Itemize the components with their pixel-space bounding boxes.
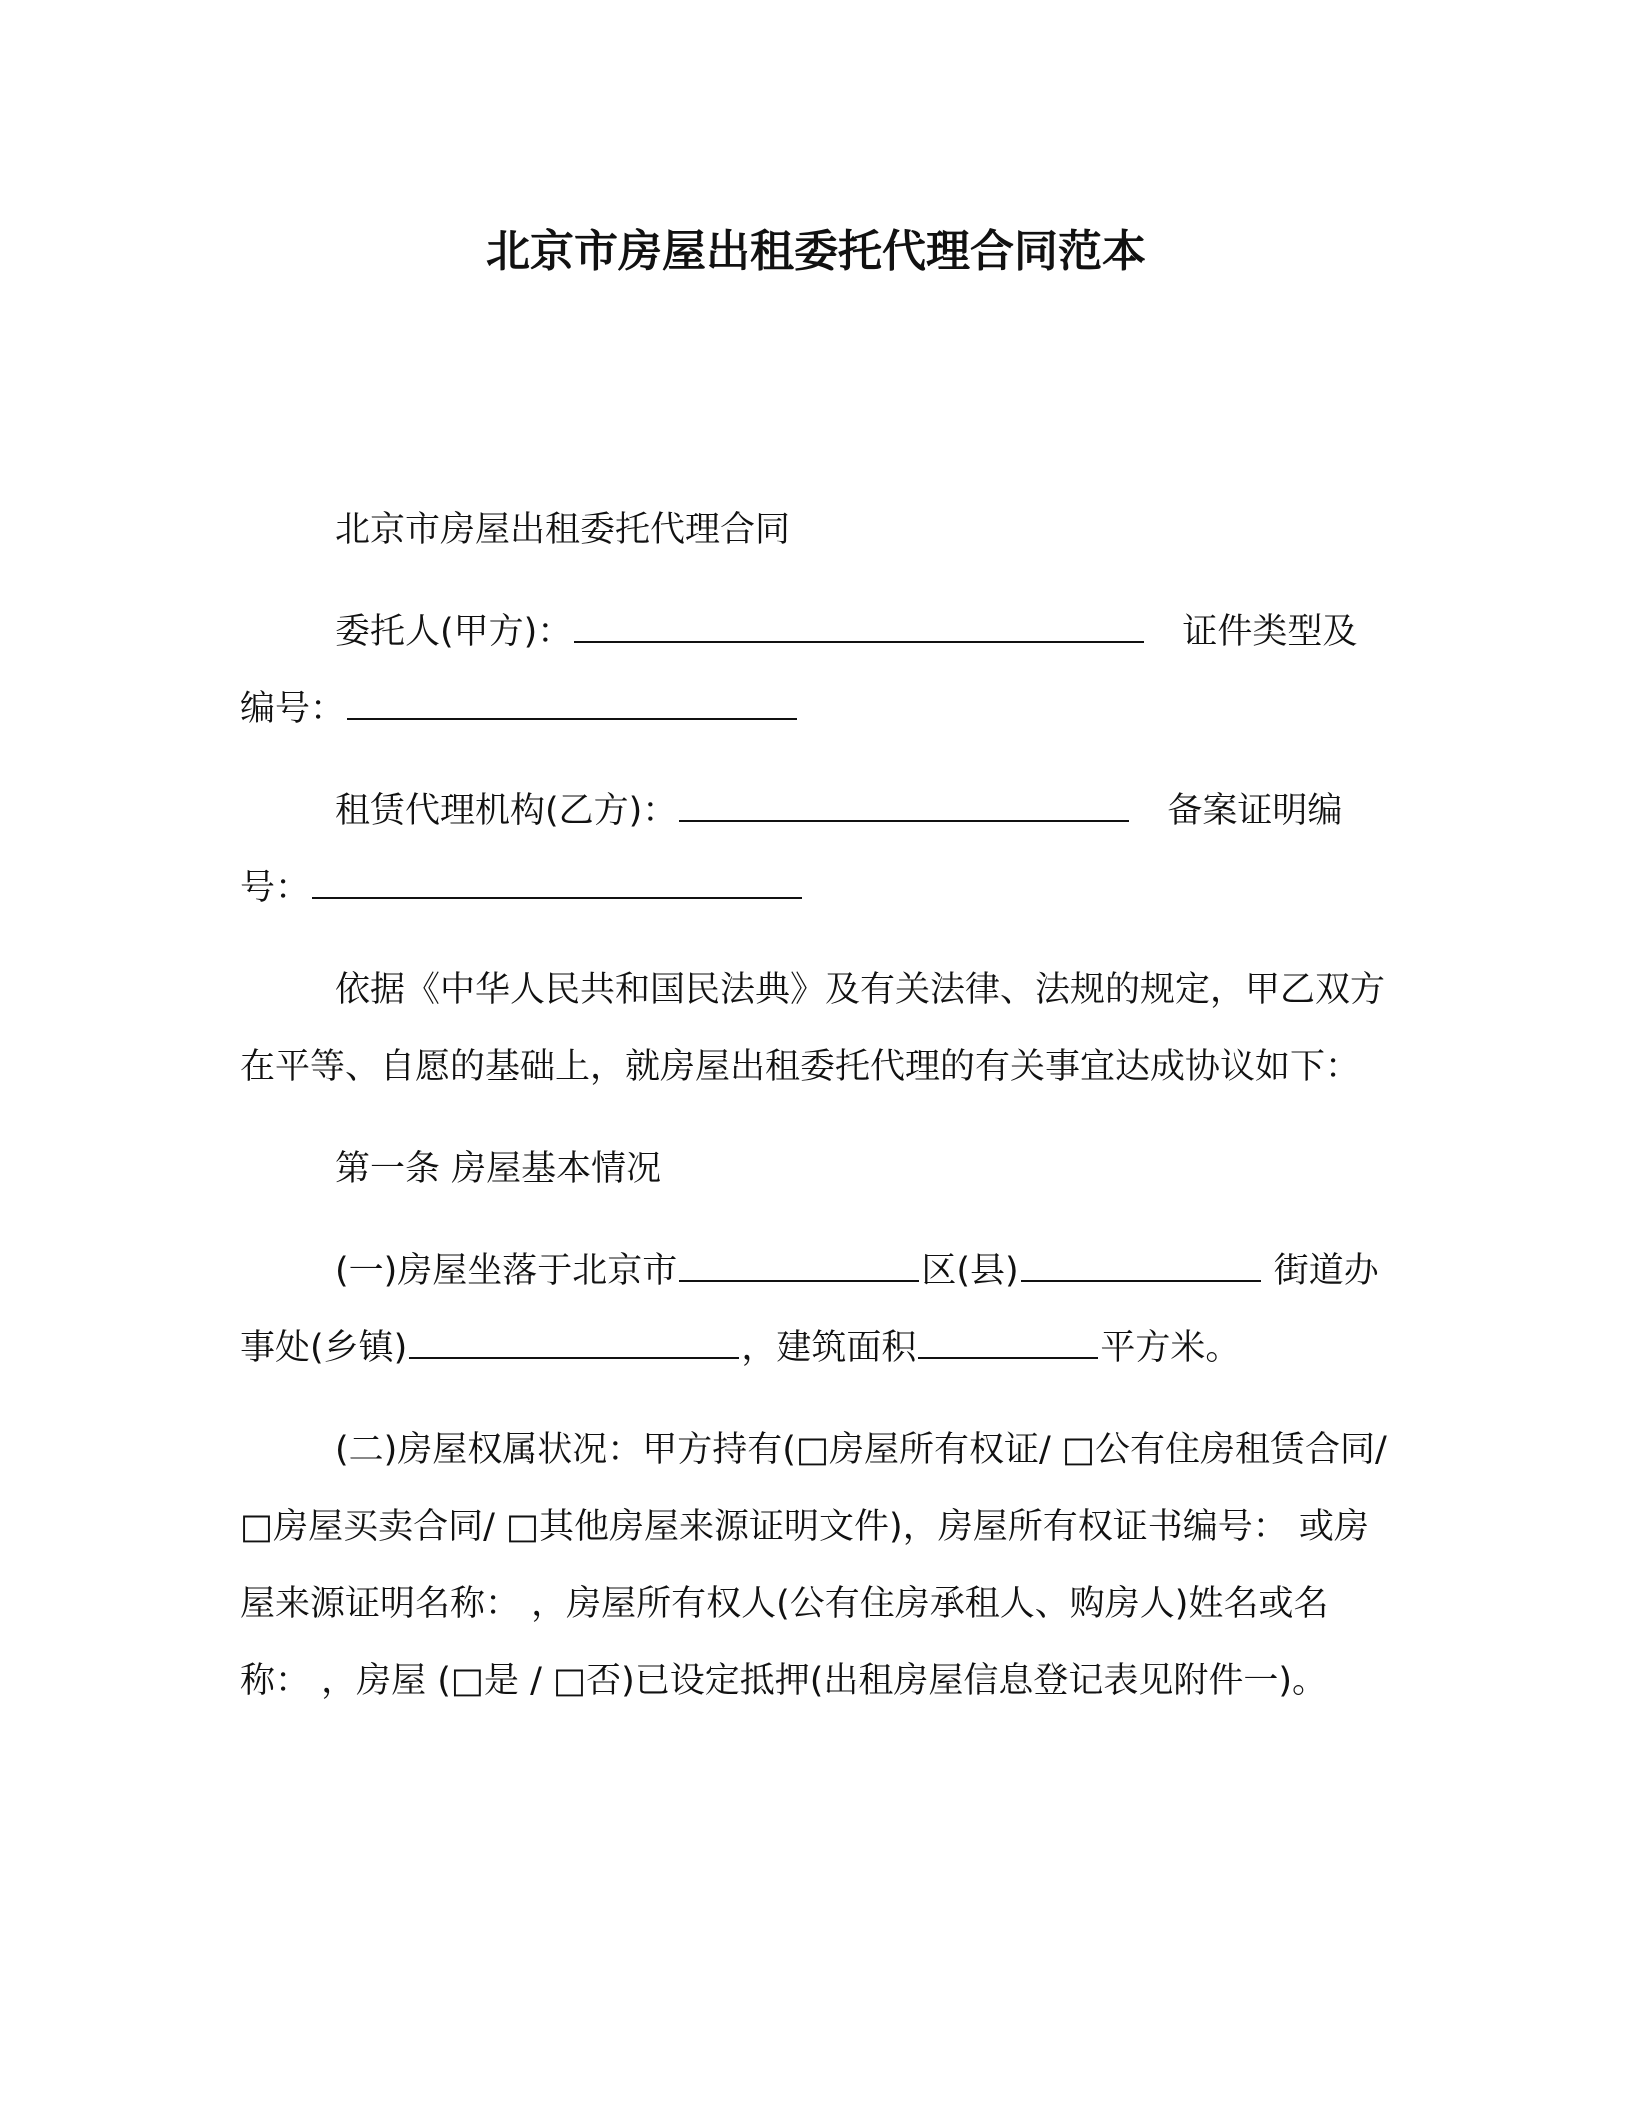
- street-office-blank: [409, 1322, 739, 1359]
- preamble: 依据《中华人民共和国民法典》及有关法律、法规的规定，甲乙双方在平等、自愿的基础上，就房屋出租委托代理的有关事宜达成协议如下：: [240, 970, 1386, 1087]
- city-district-blank: [679, 1245, 919, 1282]
- party-a-id-blank: [347, 683, 797, 720]
- document-title: 北京市房屋出租委托代理合同范本: [486, 226, 1146, 277]
- document-body: [240, 492, 1392, 1745]
- party-a-blank: [574, 606, 1144, 643]
- party-b-record-blank: [312, 862, 802, 899]
- party-b-blank: [679, 785, 1129, 822]
- clause-1-location: (一)房屋坐落于北京市 区(县) 街道办事处(乡镇) ，建筑面积 平方米。: [240, 1233, 1392, 1387]
- county-blank: [1021, 1245, 1261, 1282]
- area-blank: [918, 1322, 1098, 1359]
- party-b-line: 租赁代理机构(乙方)： 备案证明编号：: [240, 773, 1392, 927]
- contract-subtitle: 北京市房屋出租委托代理合同: [335, 510, 791, 550]
- article-1-title: 第一条 房屋基本情况: [335, 1149, 662, 1189]
- clause-2-ownership: (二)房屋权属状况：甲方持有(□房屋所有权证/ □公有住房租赁合同/ □房屋买卖合同/ □其他房屋来源证明文件)，房屋所有权证书编号： 或房屋来源证明名称： ，房屋所有权人(公有住房承租人、购房人)姓名或名称： ，房屋 (□是 / □否)已设定抵押(出租房屋信息登记表见附件一)。: [240, 1430, 1387, 1701]
- party-a-line: 委托人(甲方)： 证件类型及编号：: [240, 594, 1392, 748]
